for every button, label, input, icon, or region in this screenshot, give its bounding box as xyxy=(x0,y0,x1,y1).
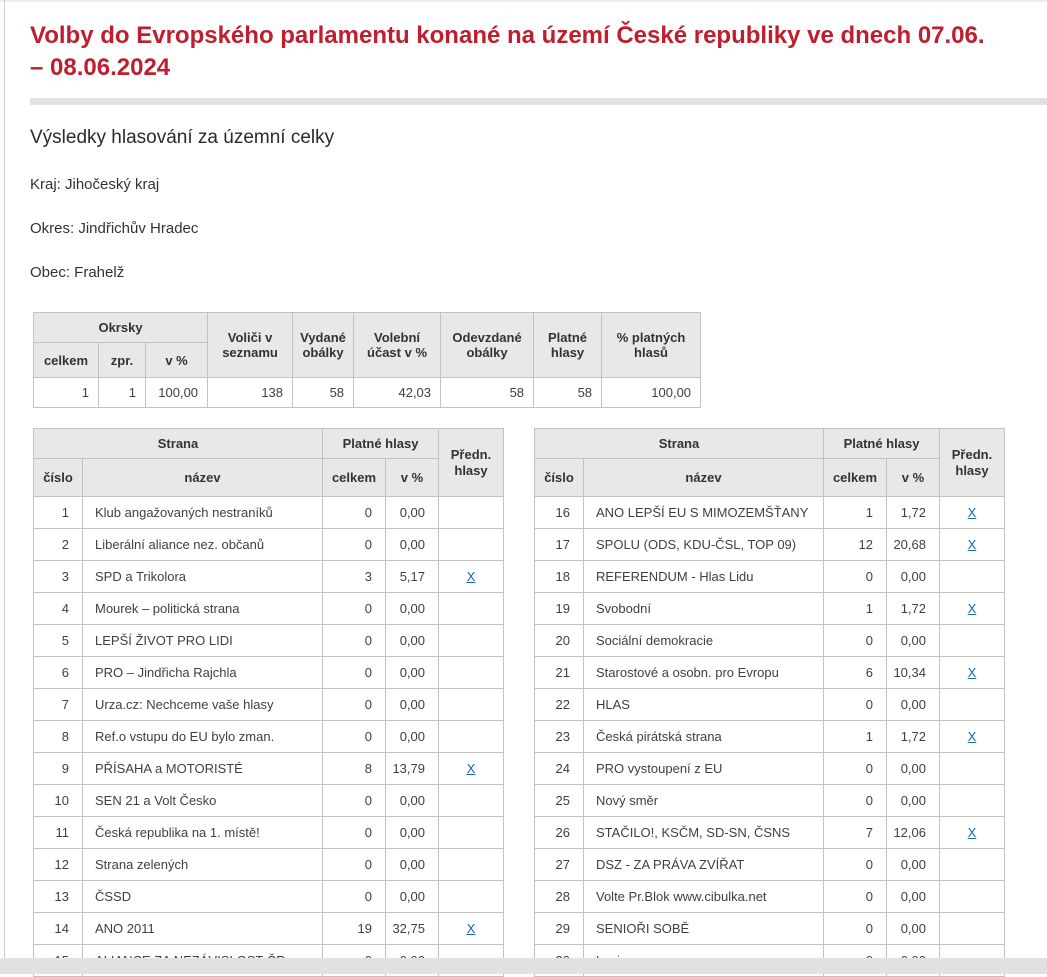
party-votes-pct-cell: 13,79 xyxy=(386,753,439,785)
party-pref-votes-cell xyxy=(439,721,504,753)
party-votes-total-cell: 0 xyxy=(323,657,386,689)
party-row xyxy=(535,881,1005,913)
summary-value-cell: 100,00 xyxy=(146,378,208,408)
vydane-obalky-header: Vydané obálky xyxy=(293,313,354,378)
party-name-cell: ČSSD xyxy=(83,881,323,913)
pref-votes-link[interactable]: X xyxy=(967,665,977,680)
party-votes-total-cell: 0 xyxy=(824,753,887,785)
party-votes-total-cell: 6 xyxy=(824,657,887,689)
party-votes-total-cell: 0 xyxy=(824,625,887,657)
party-votes-total-cell: 8 xyxy=(323,753,386,785)
party-number-cell: 3 xyxy=(34,561,83,593)
party-pref-votes-cell xyxy=(439,753,504,785)
municipality-line: Obec: Frahelž xyxy=(30,264,125,281)
predn-hlasy-header: Předn. hlasy xyxy=(940,429,1005,497)
party-row xyxy=(535,785,1005,817)
party-pref-votes-cell xyxy=(940,497,1005,529)
party-votes-total-cell: 0 xyxy=(323,785,386,817)
party-row xyxy=(535,753,1005,785)
party-number-cell: 26 xyxy=(535,817,584,849)
party-votes-pct-cell: 20,68 xyxy=(887,529,940,561)
party-number-cell: 24 xyxy=(535,753,584,785)
party-name-cell: Starostové a osobn. pro Evropu xyxy=(584,657,824,689)
party-pref-votes-cell xyxy=(439,529,504,561)
party-table-left-body xyxy=(34,497,504,977)
party-votes-total-cell: 0 xyxy=(323,849,386,881)
party-votes-total-cell: 0 xyxy=(323,817,386,849)
party-name-cell: LEPŠÍ ŽIVOT PRO LIDI xyxy=(83,625,323,657)
party-votes-pct-cell: 0,00 xyxy=(386,497,439,529)
celkem-header: celkem xyxy=(824,459,887,497)
party-pref-votes-cell xyxy=(439,561,504,593)
party-votes-pct-cell: 0,00 xyxy=(386,625,439,657)
party-votes-total-cell: 7 xyxy=(824,817,887,849)
party-pref-votes-cell xyxy=(439,785,504,817)
party-row xyxy=(34,817,504,849)
party-votes-total-cell: 0 xyxy=(323,497,386,529)
party-name-cell: Svobodní xyxy=(584,593,824,625)
party-pref-votes-cell xyxy=(439,625,504,657)
party-votes-total-cell: 0 xyxy=(323,881,386,913)
strana-group-header: Strana xyxy=(535,429,824,459)
party-votes-pct-cell: 0,00 xyxy=(386,849,439,881)
party-name-cell: Česká republika na 1. místě! xyxy=(83,817,323,849)
summary-value-cell: 100,00 xyxy=(602,378,701,408)
nazev-header: název xyxy=(584,459,824,497)
party-name-cell: SEN 21 a Volt Česko xyxy=(83,785,323,817)
party-votes-pct-cell: 0,00 xyxy=(386,593,439,625)
party-votes-pct-cell: 0,00 xyxy=(887,849,940,881)
pref-votes-link[interactable]: X xyxy=(967,505,977,520)
party-pref-votes-cell xyxy=(439,593,504,625)
party-votes-total-cell: 0 xyxy=(824,913,887,945)
party-votes-pct-cell: 0,00 xyxy=(386,721,439,753)
party-votes-pct-cell: 1,72 xyxy=(887,721,940,753)
party-name-cell: DSZ - ZA PRÁVA ZVÍŘAT xyxy=(584,849,824,881)
party-row xyxy=(34,785,504,817)
okrsky-v-pct-header: v % xyxy=(146,343,208,378)
party-votes-total-cell: 0 xyxy=(323,689,386,721)
party-number-cell: 1 xyxy=(34,497,83,529)
party-votes-total-cell: 1 xyxy=(824,497,887,529)
party-pref-votes-cell xyxy=(940,817,1005,849)
party-votes-pct-cell: 0,00 xyxy=(887,913,940,945)
summary-value-cell: 1 xyxy=(34,378,99,408)
summary-data-row xyxy=(34,378,701,408)
party-number-cell: 11 xyxy=(34,817,83,849)
party-row xyxy=(34,881,504,913)
okrsky-group-header: Okrsky xyxy=(34,313,208,343)
party-row xyxy=(34,497,504,529)
party-name-cell: Urza.cz: Nechceme vaše hlasy xyxy=(83,689,323,721)
party-name-cell: SENIOŘI SOBĚ xyxy=(584,913,824,945)
party-votes-total-cell: 19 xyxy=(323,913,386,945)
v-pct-header: v % xyxy=(887,459,940,497)
nazev-header: název xyxy=(83,459,323,497)
summary-table xyxy=(33,312,701,408)
platne-hlasy-header: Platné hlasy xyxy=(534,313,602,378)
party-pref-votes-cell xyxy=(940,753,1005,785)
party-votes-total-cell: 0 xyxy=(824,689,887,721)
party-votes-pct-cell: 0,00 xyxy=(887,689,940,721)
party-name-cell: SPD a Trikolora xyxy=(83,561,323,593)
district-line: Okres: Jindřichův Hradec xyxy=(30,220,199,237)
party-votes-total-cell: 0 xyxy=(824,849,887,881)
party-name-cell: PRO vystoupení z EU xyxy=(584,753,824,785)
summary-value-cell: 58 xyxy=(293,378,354,408)
party-number-cell: 6 xyxy=(34,657,83,689)
party-number-cell: 12 xyxy=(34,849,83,881)
party-votes-total-cell: 1 xyxy=(824,721,887,753)
party-votes-total-cell: 0 xyxy=(323,593,386,625)
party-name-cell: Strana zelených xyxy=(83,849,323,881)
party-row xyxy=(535,657,1005,689)
party-pref-votes-cell xyxy=(940,625,1005,657)
party-pref-votes-cell xyxy=(940,529,1005,561)
party-votes-pct-cell: 5,17 xyxy=(386,561,439,593)
party-row xyxy=(34,657,504,689)
party-votes-pct-cell: 1,72 xyxy=(887,593,940,625)
section-title: Výsledky hlasování za územní celky xyxy=(30,127,335,148)
party-votes-pct-cell: 0,00 xyxy=(386,689,439,721)
party-number-cell: 20 xyxy=(535,625,584,657)
party-row xyxy=(535,817,1005,849)
platne-hlasy-group-header: Platné hlasy xyxy=(824,429,940,459)
party-row xyxy=(34,625,504,657)
party-votes-pct-cell: 0,00 xyxy=(887,625,940,657)
strana-group-header: Strana xyxy=(34,429,323,459)
party-name-cell: Klub angažovaných nestraníků xyxy=(83,497,323,529)
predn-hlasy-header: Předn. hlasy xyxy=(439,429,504,497)
summary-value-cell: 58 xyxy=(534,378,602,408)
pref-votes-link[interactable]: X xyxy=(967,729,977,744)
volebni-ucast-header: Volební účast v % xyxy=(354,313,441,378)
party-number-cell: 25 xyxy=(535,785,584,817)
party-votes-total-cell: 0 xyxy=(323,529,386,561)
party-row xyxy=(535,721,1005,753)
pref-votes-link[interactable]: X xyxy=(466,569,476,584)
party-votes-pct-cell: 0,00 xyxy=(887,561,940,593)
party-name-cell: Česká pirátská strana xyxy=(584,721,824,753)
party-row xyxy=(535,849,1005,881)
party-table-left xyxy=(33,428,504,977)
party-name-cell: SPOLU (ODS, KDU-ČSL, TOP 09) xyxy=(584,529,824,561)
celkem-header: celkem xyxy=(323,459,386,497)
party-votes-total-cell: 0 xyxy=(824,881,887,913)
party-name-cell: ANO LEPŠÍ EU S MIMOZEMŠŤANY xyxy=(584,497,824,529)
party-pref-votes-cell xyxy=(940,881,1005,913)
party-votes-total-cell: 3 xyxy=(323,561,386,593)
party-pref-votes-cell xyxy=(940,721,1005,753)
party-row xyxy=(34,849,504,881)
party-row xyxy=(535,689,1005,721)
party-number-cell: 22 xyxy=(535,689,584,721)
pref-votes-link[interactable]: X xyxy=(967,537,977,552)
party-row xyxy=(34,529,504,561)
party-number-cell: 14 xyxy=(34,913,83,945)
party-row xyxy=(34,689,504,721)
party-name-cell: Nový směr xyxy=(584,785,824,817)
party-row xyxy=(34,753,504,785)
party-pref-votes-cell xyxy=(940,785,1005,817)
party-pref-votes-cell xyxy=(439,913,504,945)
party-number-cell: 28 xyxy=(535,881,584,913)
party-number-cell: 21 xyxy=(535,657,584,689)
party-votes-total-cell: 0 xyxy=(824,561,887,593)
region-line: Kraj: Jihočeský kraj xyxy=(30,176,160,193)
party-row xyxy=(34,721,504,753)
party-name-cell: Mourek – politická strana xyxy=(83,593,323,625)
party-name-cell: PŘÍSAHA a MOTORISTÉ xyxy=(83,753,323,785)
summary-value-cell: 58 xyxy=(441,378,534,408)
party-votes-pct-cell: 0,00 xyxy=(887,785,940,817)
okrsky-celkem-header: celkem xyxy=(34,343,99,378)
party-votes-pct-cell: 0,00 xyxy=(386,817,439,849)
pref-votes-link[interactable]: X xyxy=(967,825,977,840)
party-votes-total-cell: 0 xyxy=(323,721,386,753)
party-name-cell: Ref.o vstupu do EU bylo zman. xyxy=(83,721,323,753)
odevzdane-obalky-header: Odevzdané obálky xyxy=(441,313,534,378)
pref-votes-link[interactable]: X xyxy=(466,921,476,936)
party-votes-pct-cell: 0,00 xyxy=(386,657,439,689)
party-votes-pct-cell: 0,00 xyxy=(887,753,940,785)
summary-value-cell: 138 xyxy=(208,378,293,408)
party-row xyxy=(535,529,1005,561)
party-votes-total-cell: 1 xyxy=(824,593,887,625)
party-votes-pct-cell: 0,00 xyxy=(386,785,439,817)
party-number-cell: 2 xyxy=(34,529,83,561)
party-pref-votes-cell xyxy=(439,881,504,913)
party-votes-pct-cell: 32,75 xyxy=(386,913,439,945)
party-number-cell: 10 xyxy=(34,785,83,817)
cislo-header: číslo xyxy=(34,459,83,497)
party-votes-pct-cell: 0,00 xyxy=(386,529,439,561)
party-votes-total-cell: 0 xyxy=(824,785,887,817)
pref-votes-link[interactable]: X xyxy=(466,761,476,776)
party-number-cell: 7 xyxy=(34,689,83,721)
party-name-cell: REFERENDUM - Hlas Lidu xyxy=(584,561,824,593)
party-pref-votes-cell xyxy=(439,689,504,721)
party-pref-votes-cell xyxy=(940,689,1005,721)
party-table-right xyxy=(534,428,1005,977)
party-pref-votes-cell xyxy=(940,657,1005,689)
party-number-cell: 4 xyxy=(34,593,83,625)
party-name-cell: Liberální aliance nez. občanů xyxy=(83,529,323,561)
cislo-header: číslo xyxy=(535,459,584,497)
party-name-cell: HLAS xyxy=(584,689,824,721)
v-pct-header: v % xyxy=(386,459,439,497)
party-name-cell: Sociální demokracie xyxy=(584,625,824,657)
pct-platnych-hlasu-header: % platných hlasů xyxy=(602,313,701,378)
page-content xyxy=(5,0,1047,977)
party-name-cell: ANO 2011 xyxy=(83,913,323,945)
party-votes-pct-cell: 10,34 xyxy=(887,657,940,689)
party-row xyxy=(34,913,504,945)
party-votes-pct-cell: 12,06 xyxy=(887,817,940,849)
party-votes-pct-cell: 1,72 xyxy=(887,497,940,529)
party-row xyxy=(535,497,1005,529)
party-pref-votes-cell xyxy=(439,657,504,689)
party-row xyxy=(535,913,1005,945)
title-divider xyxy=(30,98,1047,105)
summary-value-cell: 1 xyxy=(99,378,146,408)
page-title: Volby do Evropského parlamentu konané na území České republiky ve dnech 07.06. – 08.06.2024 xyxy=(30,22,985,81)
party-name-cell: STAČILO!, KSČM, SD-SN, ČSNS xyxy=(584,817,824,849)
party-row xyxy=(34,561,504,593)
summary-value-cell: 42,03 xyxy=(354,378,441,408)
party-pref-votes-cell xyxy=(940,849,1005,881)
party-votes-pct-cell: 0,00 xyxy=(887,881,940,913)
page-bottom-band xyxy=(0,958,1047,974)
party-number-cell: 9 xyxy=(34,753,83,785)
party-votes-pct-cell: 0,00 xyxy=(386,881,439,913)
party-row xyxy=(535,593,1005,625)
party-number-cell: 18 xyxy=(535,561,584,593)
party-number-cell: 29 xyxy=(535,913,584,945)
party-pref-votes-cell xyxy=(439,497,504,529)
party-tables-container xyxy=(33,428,1047,977)
platne-hlasy-group-header: Platné hlasy xyxy=(323,429,439,459)
party-pref-votes-cell xyxy=(940,593,1005,625)
party-number-cell: 13 xyxy=(34,881,83,913)
party-number-cell: 5 xyxy=(34,625,83,657)
party-votes-total-cell: 0 xyxy=(323,625,386,657)
party-number-cell: 19 xyxy=(535,593,584,625)
party-name-cell: Volte Pr.Blok www.cibulka.net xyxy=(584,881,824,913)
volici-v-seznamu-header: Voliči v seznamu xyxy=(208,313,293,378)
party-row xyxy=(535,561,1005,593)
party-table-right-body xyxy=(535,497,1005,977)
party-number-cell: 17 xyxy=(535,529,584,561)
party-votes-total-cell: 12 xyxy=(824,529,887,561)
party-number-cell: 16 xyxy=(535,497,584,529)
party-row xyxy=(535,625,1005,657)
party-number-cell: 27 xyxy=(535,849,584,881)
party-pref-votes-cell xyxy=(439,817,504,849)
party-row xyxy=(34,593,504,625)
okrsky-zpr-header: zpr. xyxy=(99,343,146,378)
party-pref-votes-cell xyxy=(439,849,504,881)
party-pref-votes-cell xyxy=(940,913,1005,945)
party-name-cell: PRO – Jindřicha Rajchla xyxy=(83,657,323,689)
party-number-cell: 23 xyxy=(535,721,584,753)
pref-votes-link[interactable]: X xyxy=(967,601,977,616)
party-pref-votes-cell xyxy=(940,561,1005,593)
party-number-cell: 8 xyxy=(34,721,83,753)
